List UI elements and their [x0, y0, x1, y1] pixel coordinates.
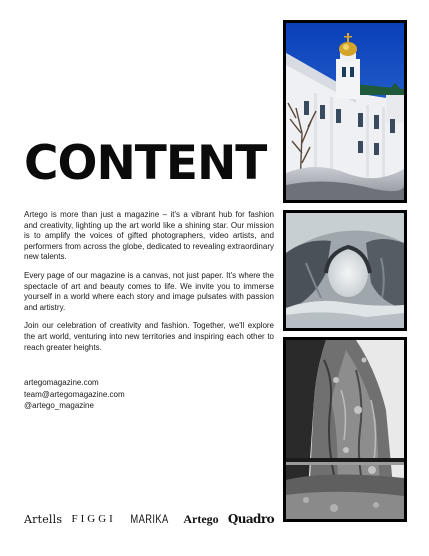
- paragraph-canvas: Every page of our magazine is a canvas, not just paper. It's where the spectacle of art and beauty comes to life. We invite you to immerse yourself in a world where each story and image pulsates with passion and artistry.: [24, 270, 274, 312]
- logo-figgi: FIGGI: [71, 513, 116, 525]
- website-link[interactable]: artegomagazine.com: [24, 378, 99, 387]
- rock-cliff-photo: [283, 337, 407, 522]
- logo-artego: Artego: [183, 511, 219, 526]
- paragraph-join: Join our celebration of creativity and fashion. Together, we'll explore the art world, venturing into new territories and inspiring each other to reach greater heights.: [24, 321, 274, 352]
- article-body: [24, 210, 274, 361]
- church-photo: [283, 20, 407, 203]
- partner-logos: [24, 509, 274, 529]
- social-handle-link[interactable]: @artego_magazine: [24, 401, 94, 410]
- contact-block: [24, 377, 125, 412]
- page-title: CONTENT: [24, 136, 267, 191]
- logo-marika: MARIKA: [130, 512, 169, 526]
- church-image: [286, 23, 404, 200]
- logo-quadro: Quadro: [227, 512, 274, 526]
- logo-artells: Artells: [24, 512, 63, 526]
- paragraph-intro: Artego is more than just a magazine – it's a vibrant hub for fashion and creativity, lighting up the art world like a shining star. Our mission is to amplify the voices of gifted photographers, video artists, and performers from across the globe, dedicated to revealing extraordinary new talents.: [24, 210, 274, 262]
- ice-cave-image: [286, 213, 404, 328]
- email-link[interactable]: team@artegomagazine.com: [24, 389, 125, 399]
- rock-cliff-image: [286, 340, 404, 519]
- ice-cave-photo: [283, 210, 407, 331]
